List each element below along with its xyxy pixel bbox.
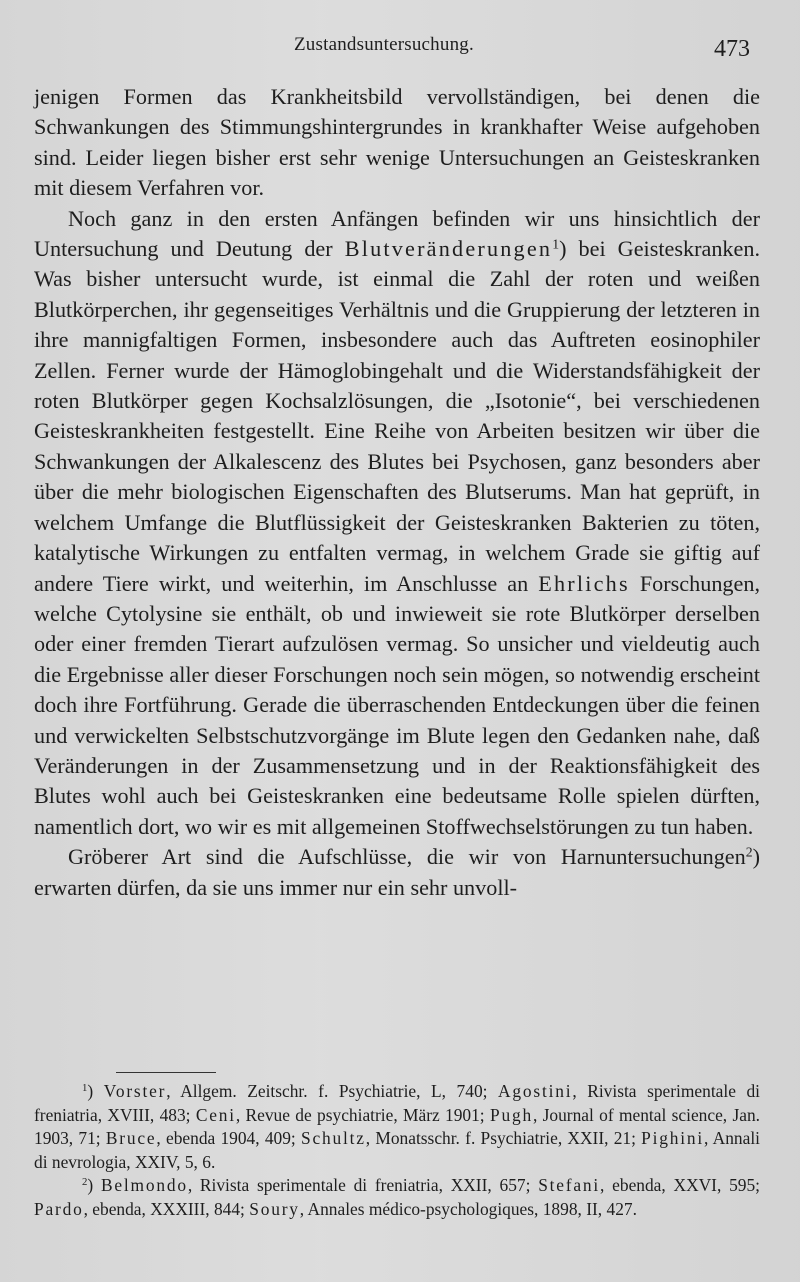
footnote-ref-2: 2 xyxy=(745,844,753,860)
footnote-author: Schultz xyxy=(301,1128,366,1148)
footnote-1 xyxy=(34,1080,760,1174)
page-header xyxy=(0,34,800,64)
footnote-author: Soury xyxy=(249,1198,300,1219)
page-number: 473 xyxy=(714,36,750,62)
footnote-ref-1: 1 xyxy=(552,236,560,252)
emphasis-ehrlichs: Ehrlichs xyxy=(538,570,630,596)
paragraph-2 xyxy=(34,204,760,843)
paragraph-2-part-a: Noch ganz in den ersten Anfängen befinden wir uns hinsichtlich der Untersuchung und Deutung der xyxy=(34,205,760,262)
footnote-author: Vorster xyxy=(103,1081,167,1101)
footnote-author: Belmondo xyxy=(100,1175,188,1195)
footnote-2-marker: 2 xyxy=(82,1176,88,1189)
footnote-citation: , Rivista sperimentale di freniatria, XXII, 657; xyxy=(187,1175,539,1195)
footnote-author: Agostini xyxy=(498,1081,573,1101)
footnote-rule xyxy=(116,1072,216,1073)
paragraph-2-part-b: ) bei Geisteskranken. Was bisher untersucht wurde, ist einmal die Zahl der roten und weißen Blutkörperchen, ihr gegenseitiges Verhältnis und die Gruppierung der letzteren in ihre mannigfaltigen Formen, insbesondere auch das Auftreten eosinophiler Zellen. Ferner wurde der Hämoglobingehalt und die Widerstandsfähigkeit der roten Blutkörper gegen Kochsalzlösungen, die „Isotonie“, bei verschiedenen Geisteskrankheiten festgestellt. Eine Reihe von Arbeiten besitzen wir über die Schwankungen der Alkalescenz des Blutes bei Psychosen, ganz besonders aber über die mehr biologischen Eigenschaften des Blutserums. Man hat geprüft, in welchem Umfange die Blutflüssigkeit der Geisteskranken Bakterien zu töten, katalytische Wirkungen zu entfalten vermag, in welchem Grade sie giftig auf andere Tiere wirkt, und weiterhin, im Anschlusse an xyxy=(34,236,760,596)
footnote-citation: ) xyxy=(87,1081,104,1101)
footnote-citation: ) xyxy=(87,1175,101,1195)
emphasis-blutveraenderungen: Blutveränderungen xyxy=(344,236,553,262)
running-head: Zustandsuntersuchung. xyxy=(294,34,474,55)
footnote-1-marker: 1 xyxy=(82,1082,88,1095)
footnote-citation: , Annali di nevrologia, XXIV, 5, 6. xyxy=(34,1128,760,1172)
paragraph-3-part-b: ) erwarten dürfen, da sie uns immer nur ein sehr unvoll- xyxy=(34,844,760,900)
footnote-citation: , Annales médico-psychologiques, 1898, II, 427. xyxy=(299,1198,637,1219)
footnote-citation: , Rivista sperimentale di freniatria, XVIII, 483; xyxy=(34,1081,760,1125)
footnote-citation: , ebenda, XXVI, 595; xyxy=(600,1175,761,1195)
footnote-citation: , Monatsschr. f. Psychiatrie, XXII, 21; xyxy=(365,1128,642,1148)
footnote-author: Bruce xyxy=(105,1128,157,1148)
paragraph-3 xyxy=(34,842,760,903)
footnote-author: Pugh xyxy=(489,1104,533,1125)
footnote-citation: , Journal of mental science, Jan. 1903, 71; xyxy=(34,1104,760,1148)
footnote-citation: , Allgem. Zeitschr. f. Psychiatrie, L, 740; xyxy=(166,1081,499,1101)
footnote-author: Ceni xyxy=(195,1104,236,1125)
footnote-author: Pardo xyxy=(34,1198,84,1219)
paragraph-3-part-a: Gröberer Art sind die Aufschlüsse, die wir von Harnuntersuchungen xyxy=(68,844,746,870)
footnote-citation: , ebenda 1904, 409; xyxy=(156,1128,302,1148)
footnote-2-text xyxy=(34,1175,760,1219)
footnotes xyxy=(34,1080,760,1221)
footnote-2 xyxy=(34,1174,760,1221)
footnote-author: Pighini xyxy=(641,1128,705,1148)
footnote-citation: , ebenda, XXXIII, 844; xyxy=(83,1198,250,1219)
body-text xyxy=(34,82,760,903)
footnote-author: Stefani xyxy=(538,1175,601,1195)
paragraph-2-part-c: Forschungen, welche Cytolysine sie enthält, ob und inwieweit sie rote Blutkörper derselben oder einer fremden Tierart aufzulösen vermag. So unsicher und vieldeutig auch die Ergebnisse aller dieser Forschungen noch sein mögen, so notwendig erscheint doch ihre Fortführung. Gerade die überraschenden Entdeckungen über die feinen und verwickelten Selbstschutzvorgänge im Blute legen den Gedanken nahe, daß Veränderungen in der Zusammensetzung und in der Reaktionsfähigkeit des Blutes wohl auch bei Geisteskranken eine bedeutsame Rolle spielen dürften, namentlich dort, wo wir es mit allgemeinen Stoffwechselstörungen zu tun haben. xyxy=(34,570,761,839)
footnote-1-text xyxy=(34,1081,760,1172)
footnote-citation: , Revue de psychiatrie, März 1901; xyxy=(235,1104,490,1125)
paragraph-1: jenigen Formen das Krankheitsbild vervollständigen, bei denen die Schwankungen des Stimmungshintergrundes in krankhafter Weise aufgehoben sind. Leider liegen bisher erst sehr wenige Untersuchungen an Geisteskranken mit diesem Verfahren vor. xyxy=(34,84,760,201)
